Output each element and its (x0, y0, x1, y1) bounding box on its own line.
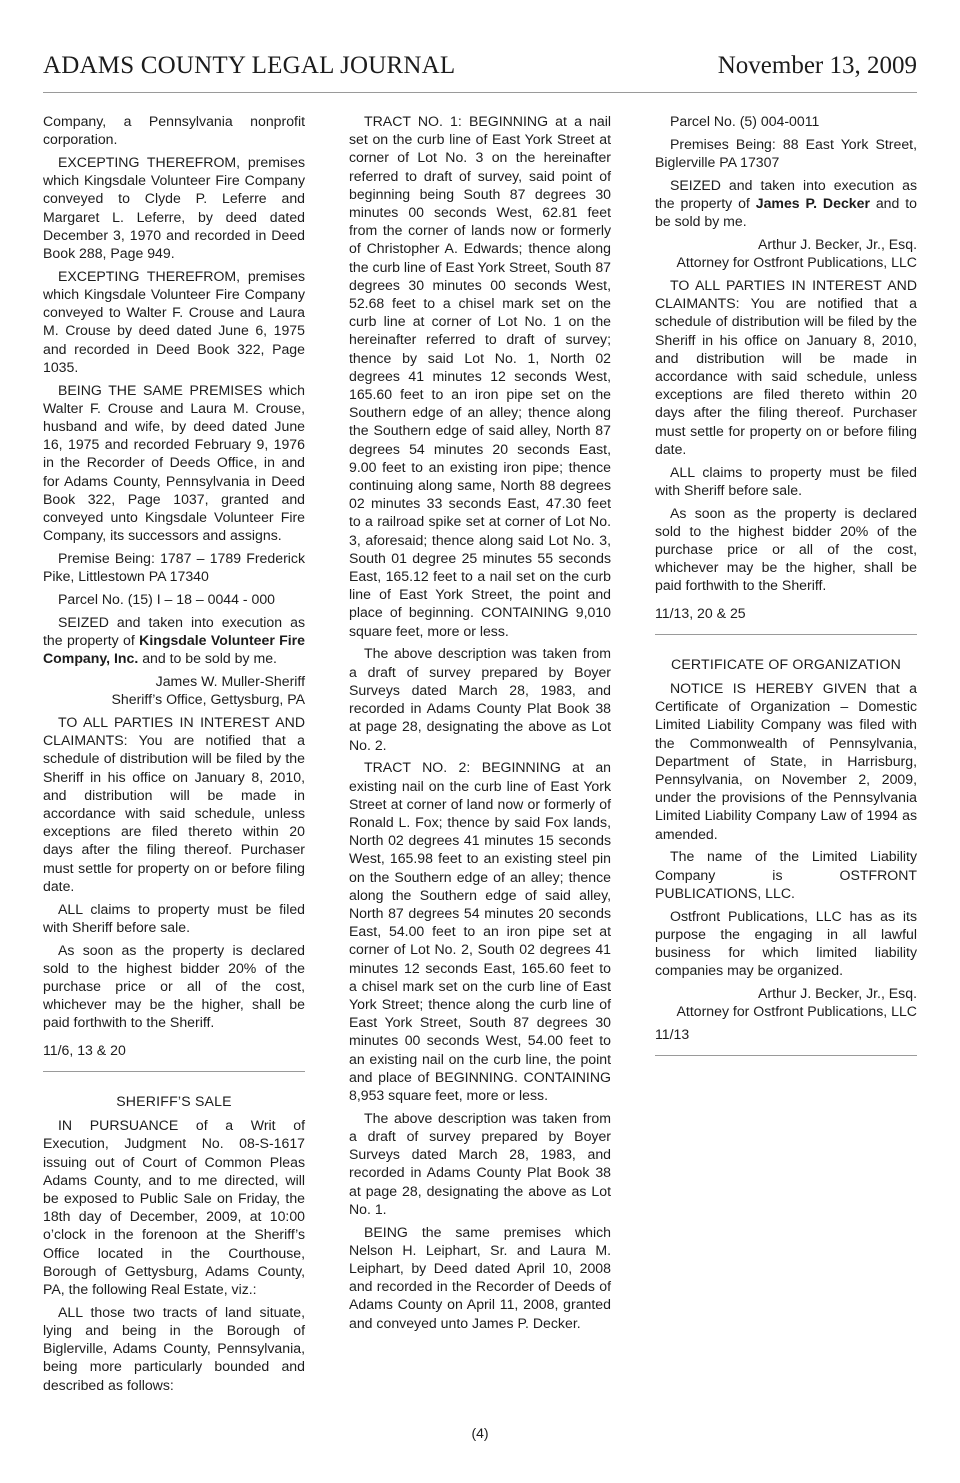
publication-dates: 11/6, 13 & 20 (43, 1041, 126, 1058)
publication-dates: 11/13 (655, 1026, 690, 1043)
parties-notice: TO ALL PARTIES IN INTEREST AND CLAIMANTS: You are notified that a schedule of distribution will be filed by the Sheriff in his office on January 8, 2010, and distribution will be made in accordance with said schedule, unless exceptions are filed thereto within 20 days after the filing thereof. Purchaser must settle for property on or before filing date. (43, 714, 305, 894)
claims-notice: ALL claims to property must be filed with Sheriff before sale. (43, 900, 305, 935)
signature-name: Arthur J. Becker, Jr., Esq. (757, 985, 917, 1002)
premises-line: Premise Being: 1787 – 1789 Frederick Pike, Littlestown PA 17340 (43, 550, 305, 585)
issue-date: November 13, 2009 (717, 52, 917, 79)
signature-office: Attorney for Ostfront Publications, LLC (676, 254, 917, 271)
journal-header (43, 52, 917, 93)
signature-name: Arthur J. Becker, Jr., Esq. (757, 236, 917, 252)
paragraph: BEING the same premises which Nelson H. Leiphart, Sr. and Laura M. Leiphart, by Deed dated April 10, 2008 and recorded in the Recorder of Deeds of Adams County on April 11, 2008, granted and conveyed unto James P. Decker. (349, 1223, 611, 1331)
tract-2-description: TRACT NO. 2: BEGINNING at an existing nail on the curb line of East York Street at corner of land now or formerly of Ronald L. Fox; thence by said Fox lands, North 02 degrees 41 minutes 15 seconds West, 165.98 feet to an existing steel pin on the Southern edge of an alley; thence along the Southern edge of said alley, North 87 degrees 54 minutes 20 seconds East, 54.00 feet to an iron pipe set at corner of Lot No. 2, South 02 degrees 41 minutes 12 seconds East, 165.60 feet to a chisel mark set on the curb line of East York Street; thence along the curb line of East York Street, South 87 degrees 30 minutes 00 seconds West, 54.00 feet to an existing nail on the curb line, the point and place of BEGINNING. CONTAINING 8,953 square feet, more or less. (349, 759, 611, 1103)
section-divider (43, 1071, 305, 1072)
parties-notice: TO ALL PARTIES IN INTEREST AND CLAIMANTS: You are notified that a schedule of distribution will be filed by the Sheriff in his office on January 8, 2010, and distribution will be made in accordance with said schedule, unless exceptions are filed thereto within 20 days after the filing thereof. Purchaser must settle for property on or before filing date. (655, 277, 917, 457)
seized-paragraph (655, 176, 917, 231)
column-1 (43, 112, 305, 1398)
sale-terms: As soon as the property is declared sold to the highest bidder 20% of the purchase price or all of the cost, whichever may be the higher, shall be paid forthwith to the Sheriff. (655, 504, 917, 594)
parcel-line: Parcel No. (5) 004-0011 (670, 113, 820, 129)
paragraph: ALL those two tracts of land situate, lying and being in the Borough of Biglerville, Adams County, Pennsylvania, being more particularly bounded and described as follows: (43, 1303, 305, 1393)
seized-text-end: and to be sold by me. (655, 195, 918, 230)
claims-notice: ALL claims to property must be filed with Sheriff before sale. (655, 463, 917, 498)
section-divider (655, 634, 917, 635)
parcel-line: Parcel No. (15) I – 18 – 0044 - 000 (58, 591, 276, 608)
paragraph: NOTICE IS HEREBY GIVEN that a Certificate of Organization – Domestic Limited Liability Company was filed with the Commonwealth of Pennsylvania, Department of State, in Harrisburg, Pennsylvania, on November 2, 2009, under the provisions of the Pennsylvania Limited Liability Company Law of 1994 as amended. (655, 680, 917, 842)
page-number: (4) (471, 1425, 489, 1441)
sale-terms: As soon as the property is declared sold to the highest bidder 20% of the purchase price or all of the cost, whichever may be the higher, shall be paid forthwith to the Sheriff. (43, 941, 305, 1031)
signature-office: Sheriff’s Office, Gettysburg, PA (111, 691, 305, 708)
seized-text-end: and to be sold by me. (138, 650, 277, 667)
section-heading: CERTIFICATE OF ORGANIZATION (670, 655, 902, 672)
paragraph: IN PURSUANCE of a Writ of Execution, Judgment No. 08-S-1617 issuing out of Court of Common Pleas Adams County, and to me directed, will be exposed to Public Sale on Friday, the 18th day of December, 2009, at 10:00 o’clock in the forenoon at the Sheriff’s Office located in the Courthouse, Borough of Gettysburg, Adams County, PA, the following Real Estate, viz.: (43, 1117, 305, 1297)
paragraph: Ostfront Publications, LLC has as its purpose the engaging in all lawful business for which limited liability companies may be organized. (655, 907, 917, 979)
column-2 (349, 112, 611, 1336)
publication-dates: 11/13, 20 & 25 (655, 604, 746, 621)
signature-office: Attorney for Ostfront Publications, LLC (676, 1003, 917, 1020)
paragraph: The above description was taken from a draft of survey prepared by Boyer Surveys dated March 28, 1983, and recorded in Adams County Plat Book 38 at page 28, designating the above as Lot No. 1. (349, 1109, 611, 1217)
seized-paragraph (43, 613, 305, 668)
paragraph: BEING THE SAME PREMISES which Walter F. Crouse and Laura M. Crouse, husband and wife, by deed dated June 16, 1975 and recorded February 9, 1976 in the Recorder of Deeds Office, in and for Adams County, Pennsylvania in Deed Book 322, Page 1037, granted and conveyed unto Kingsdale Volunteer Fire Company, its successors and assigns. (43, 381, 305, 544)
paragraph: Company, a Pennsylvania nonprofit corporation. (43, 113, 305, 148)
premises-line: Premises Being: 88 East York Street, Biglerville PA 17307 (655, 135, 917, 170)
section-divider (655, 1055, 917, 1056)
column-3 (655, 112, 917, 1076)
seized-text: SEIZED and taken into execution as the property of (655, 176, 917, 211)
journal-title: ADAMS COUNTY LEGAL JOURNAL (43, 52, 456, 79)
signature-name: James W. Muller-Sheriff (155, 673, 305, 690)
seized-text: SEIZED and taken into execution as the property of (43, 613, 305, 649)
paragraph: EXCEPTING THEREFROM, premises which Kingsdale Volunteer Fire Company conveyed to Clyde P. Leferre and Margaret L. Leferre, by deed dated December 3, 1970 and recorded in Deed Book 288, Page 949. (43, 154, 305, 262)
property-owner: James P. Decker (755, 195, 870, 211)
section-heading: SHERIFF’S SALE (116, 1092, 232, 1109)
paragraph: The name of the Limited Liability Company is OSTFRONT PUBLICATIONS, LLC. (655, 848, 917, 901)
paragraph: EXCEPTING THEREFROM, premises which Kingsdale Volunteer Fire Company conveyed to Walter F. Crouse and Laura M. Crouse by deed dated June 6, 1975 and recorded in Deed Book 322, Page 1035. (43, 267, 305, 375)
property-owner: Kingsdale Volunteer Fire Company, Inc. (43, 632, 306, 667)
paragraph: The above description was taken from a draft of survey prepared by Boyer Surveys dated March 28, 1983, and recorded in Adams County Plat Book 38 at page 28, designating the above as Lot No. 2. (349, 645, 611, 753)
tract-1-description: TRACT NO. 1: BEGINNING at a nail set on the curb line of East York Street at corner of Lot No. 3 on the hereinafter referred to draft of survey, said point of beginning being South 87 degrees 30 minutes 00 seconds West, 62.81 feet from the corner of lands now or formerly of Christopher A. Edwards; thence along the curb line of East York Street, South 87 degrees 30 minutes 00 seconds West, 52.68 feet to a chisel mark set on the curb line at corner of Lot No. 1 on the hereinafter referred to draft of survey; thence by said Lot No. 1, North 02 degrees 41 minutes 12 seconds West, 165.60 feet to an iron pipe set on the Southern edge of an alley; thence along the Southern edge of said alley, North 87 degrees 54 minutes 20 seconds East, 9.00 feet to an existing iron pipe; thence continuing along same, North 88 degrees 02 minutes 33 seconds East, 47.30 feet to a railroad spike set at corner of Lot No. 3, aforesaid; thence along said Lot No. 3, South 01 degree 25 minutes 55 seconds East, 165.12 feet to a nail set on the curb line of East York Street, the point and place of beginning. CONTAINING 9,010 square feet, more or less. (349, 113, 611, 639)
